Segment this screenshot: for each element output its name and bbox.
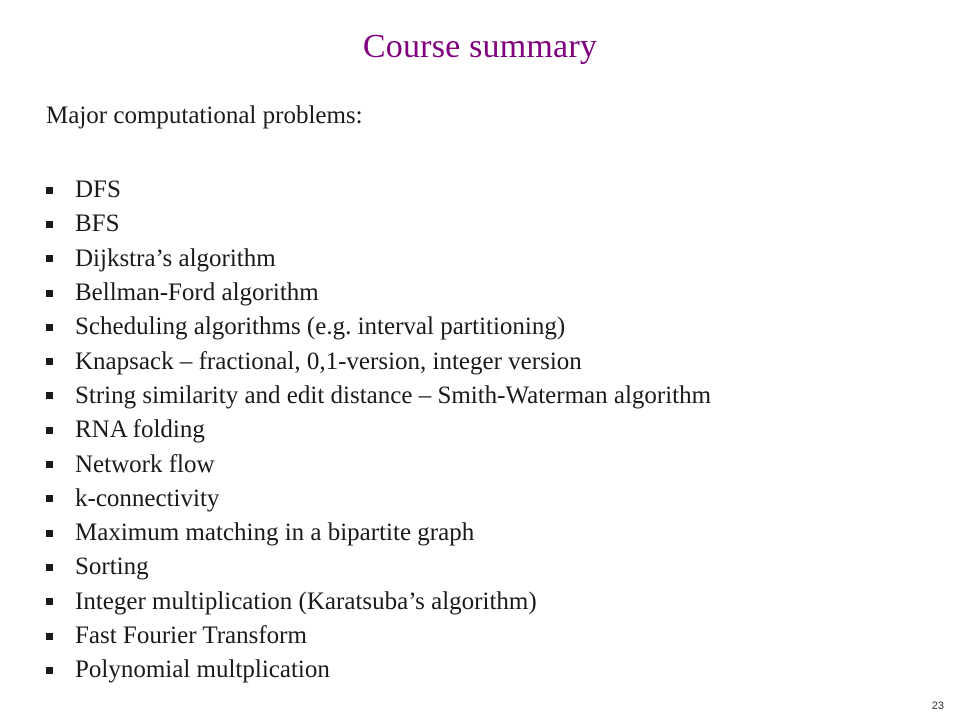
square-bullet-icon xyxy=(46,392,53,399)
slide-subtitle: Major computational problems: xyxy=(46,102,363,129)
list-item-text: DFS xyxy=(75,176,121,204)
list-item xyxy=(46,379,711,413)
list-item-text: Polynomial multplication xyxy=(75,656,330,684)
list-item xyxy=(46,447,711,481)
list-item-text: Network flow xyxy=(75,450,215,478)
list-item-text: Scheduling algorithms (e.g. interval partitioning) xyxy=(75,313,566,341)
list-item xyxy=(46,482,711,516)
list-item xyxy=(46,653,711,687)
square-bullet-icon xyxy=(46,255,53,262)
list-item-text: Maximum matching in a bipartite graph xyxy=(75,519,475,547)
list-item xyxy=(46,173,711,207)
list-item-text: Bellman-Ford algorithm xyxy=(75,279,319,307)
list-item-text: Sorting xyxy=(75,553,149,581)
list-item xyxy=(46,207,711,241)
list-item xyxy=(46,516,711,550)
square-bullet-icon xyxy=(46,564,53,571)
list-item xyxy=(46,585,711,619)
list-item-text: Fast Fourier Transform xyxy=(75,622,307,649)
list-item xyxy=(46,276,711,310)
list-item-text: String similarity and edit distance – Smith-Waterman algorithm xyxy=(75,381,712,409)
list-item xyxy=(46,344,711,378)
list-item-text: RNA folding xyxy=(75,416,205,444)
list-item-text: k-connectivity xyxy=(75,484,220,512)
square-bullet-icon xyxy=(46,221,53,228)
slide-title: Course summary xyxy=(362,28,598,65)
square-bullet-icon xyxy=(46,633,53,640)
list-item xyxy=(46,310,711,344)
list-item xyxy=(46,619,711,653)
list-item-text: BFS xyxy=(75,210,120,238)
square-bullet-icon xyxy=(46,667,53,674)
square-bullet-icon xyxy=(46,427,53,434)
square-bullet-icon xyxy=(46,358,53,365)
square-bullet-icon xyxy=(46,461,53,468)
square-bullet-icon xyxy=(46,598,53,605)
list-item-text: Dijkstra’s algorithm xyxy=(75,244,276,272)
list-item-text: Integer multiplication (Karatsuba’s algorithm) xyxy=(75,587,537,615)
square-bullet-icon xyxy=(46,530,53,537)
square-bullet-icon xyxy=(46,187,53,194)
page-number: 23 xyxy=(931,700,944,712)
square-bullet-icon xyxy=(46,495,53,502)
list-item xyxy=(46,242,711,276)
square-bullet-icon xyxy=(46,324,53,331)
list-item xyxy=(46,413,711,447)
list-item-text: Knapsack – fractional, 0,1-version, integer version xyxy=(75,347,582,375)
square-bullet-icon xyxy=(46,290,53,297)
problem-list xyxy=(46,173,711,687)
list-item xyxy=(46,550,711,584)
